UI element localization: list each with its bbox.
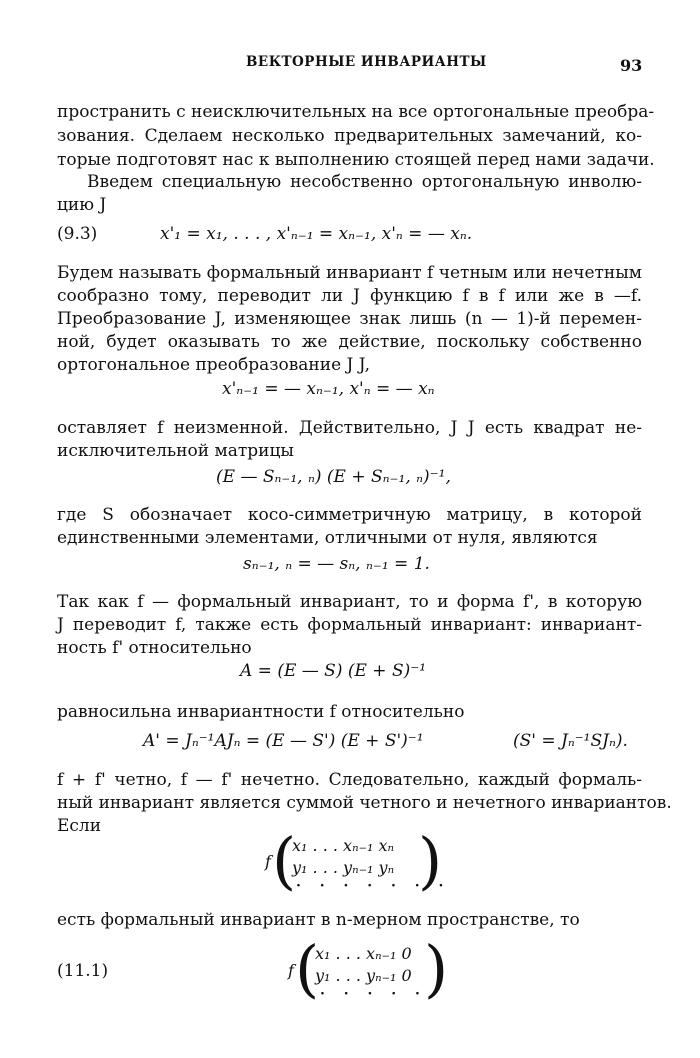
text-line: Будем называть формальный инвариант f четным или нечетным [57,263,642,283]
text-line: ность f' относительно [57,638,252,658]
text-line: равносильна инвариантности f относительно [57,702,465,722]
text-line: ный инвариант является суммой четного и нечетного инвариантов. [57,793,672,813]
text-line: где S обозначает косо-симметричную матрицу, в которой [57,505,642,525]
left-paren: ( [272,824,297,897]
running-header: ВЕКТОРНЫЕ ИНВАРИАНТЫ [246,54,487,70]
equation-f-right: (S' = Jₙ⁻¹SJₙ). [513,731,628,751]
text-line: Преобразование J, изменяющее знак лишь (n — 1)-й перемен- [57,309,642,329]
matrix-function: f [288,961,294,980]
text-line: Введем специальную несобственно ортогональную инволю- [87,172,642,192]
equation-e: A = (E — S) (E + S)⁻¹ [240,661,427,681]
text-line: зования. Сделаем несколько предварительных замечаний, ко- [57,126,642,146]
text-line: J переводит f, также есть формальный инвариант: инвариант- [57,615,642,635]
matrix-dots: · · · · · [320,986,427,1002]
equation-d: sₙ₋₁, ₙ = — sₙ, ₙ₋₁ = 1. [243,554,430,574]
text-line: оставляет f неизменной. Действительно, J J есть квадрат не- [57,418,642,438]
text-line: Так как f — формальный инвариант, то и форма f', в которую [57,592,642,612]
text-line: исключительной матрицы [57,441,294,461]
matrix-row: y₁ . . . yₙ₋₁ yₙ [292,858,395,877]
text-line: Если [57,816,102,836]
left-paren: ( [295,932,320,1005]
matrix-row: x₁ . . . xₙ₋₁ xₙ [292,836,394,855]
equation-b: x'ₙ₋₁ = — xₙ₋₁, x'ₙ = — xₙ [222,379,435,399]
right-paren: ) [424,932,449,1005]
text-line: есть формальный инвариант в n-мерном пространстве, то [57,910,580,930]
text-line: сообразно тому, переводит ли J функцию f в f или же в —f. [57,286,642,306]
matrix-row: x₁ . . . xₙ₋₁ 0 [315,944,412,963]
equation-label: (9.3) [57,224,98,244]
text-line: цию J [57,195,107,215]
text-line: пространить с неисключительных на все ортогональные преобра- [57,102,655,122]
text-line: торые подготовят нас к выполнению стоящей перед нами задачи. [57,150,655,170]
equation-9-3: x'₁ = x₁, . . . , x'ₙ₋₁ = xₙ₋₁, x'ₙ = — xₙ. [160,224,473,244]
matrix-dots: · · · · · · · [296,878,451,894]
equation-c: (E — Sₙ₋₁, ₙ) (E + Sₙ₋₁, ₙ)⁻¹, [216,467,451,487]
right-paren: ) [418,824,443,897]
text-line: ной, будет оказывать то же действие, поскольку собственно [57,332,642,352]
equation-label: (11.1) [57,961,109,981]
page-number: 93 [620,56,643,75]
equation-f: A' = Jₙ⁻¹AJₙ = (E — S') (E + S')⁻¹ [143,731,424,751]
text-line: ортогональное преобразование J J, [57,355,370,375]
text-line: f + f' четно, f — f' нечетно. Следовательно, каждый формаль- [57,770,642,790]
matrix-function: f [265,852,271,871]
matrix-row: y₁ . . . yₙ₋₁ 0 [315,966,412,985]
text-line: единственными элементами, отличными от нуля, являются [57,528,598,548]
